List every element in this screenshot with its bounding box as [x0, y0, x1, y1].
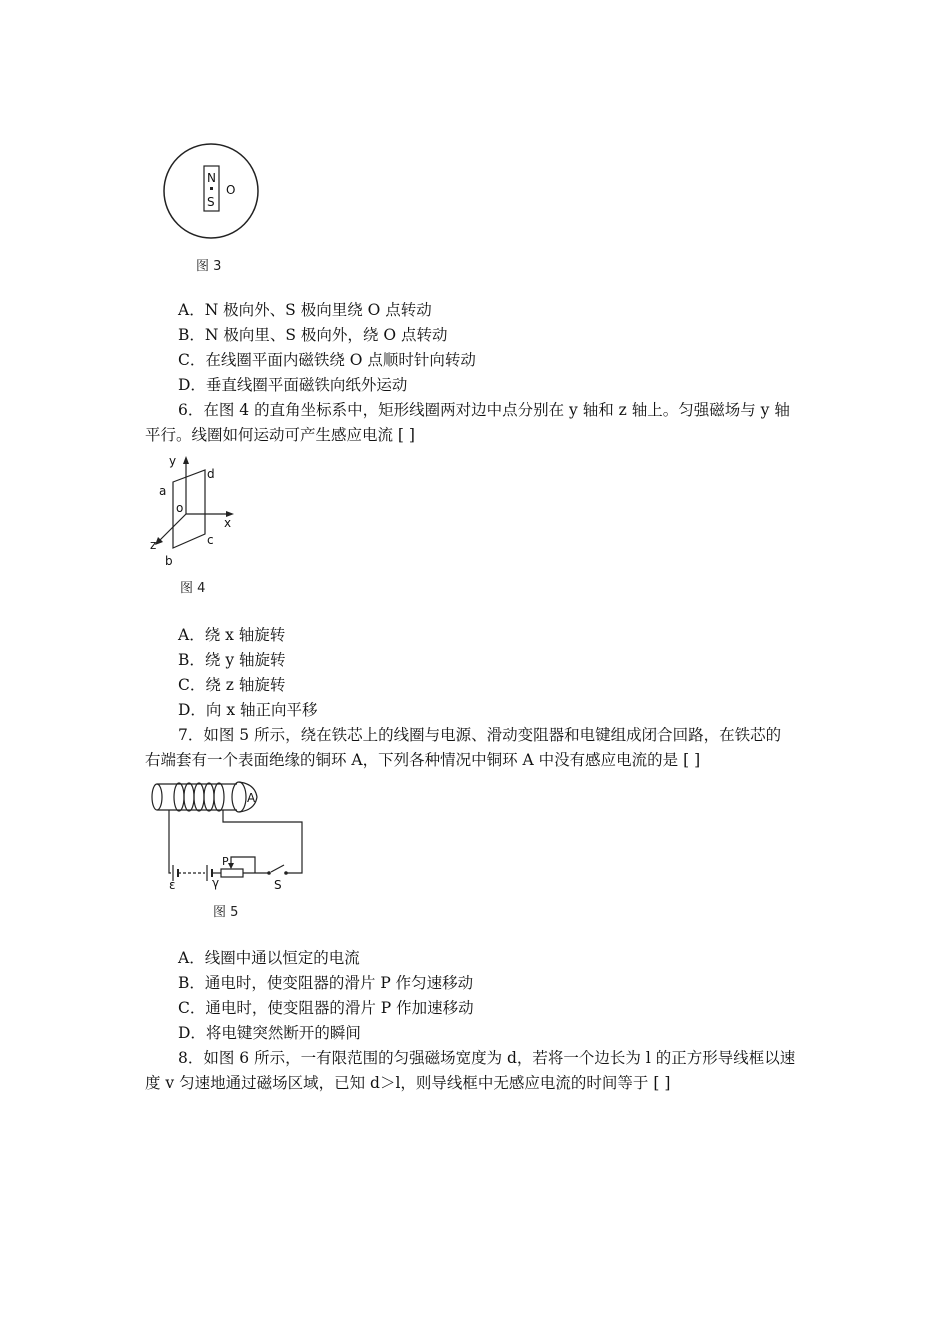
ring-a-label: A — [247, 791, 256, 805]
copper-ring — [232, 782, 246, 812]
point-o-label: O — [226, 183, 236, 197]
figure-5 — [145, 775, 315, 895]
q6-option-d: D．向 x 轴正向平移 — [178, 701, 318, 719]
y-axis-arrow — [183, 456, 189, 464]
corner-b-label: b — [165, 554, 173, 568]
axis-z-label: z — [150, 538, 157, 552]
axis-x-label: x — [224, 516, 232, 530]
q7-option-a: A．线圈中通以恒定的电流 — [178, 949, 360, 967]
axis-y-label: y — [169, 454, 177, 468]
figure-5-caption: 图 5 — [213, 905, 239, 920]
q7-option-c: C．通电时，使变阻器的滑片 P 作加速移动 — [178, 999, 474, 1017]
figure-3 — [160, 140, 270, 250]
q6-option-a: A．绕 x 轴旋转 — [178, 626, 286, 644]
switch-contact-right — [284, 871, 288, 875]
q5-option-c: C．在线圈平面内磁铁绕 O 点顺时针向转动 — [178, 351, 476, 369]
z-axis — [158, 514, 186, 542]
iron-core-left-end — [152, 784, 162, 810]
q6-option-c: C．绕 z 轴旋转 — [178, 676, 286, 694]
slider-arrow — [228, 863, 234, 869]
q6-text-line-1: 6．在图 4 的直角坐标系中，矩形线圈两对边中点分别在 y 轴和 z 轴上。匀强磁场与 y 轴 — [178, 401, 790, 419]
rheostat — [221, 869, 243, 877]
q5-option-a: A．N 极向外、S 极向里绕 O 点转动 — [178, 301, 432, 319]
figure-4-caption: 图 4 — [180, 581, 206, 596]
wire-left — [169, 810, 171, 873]
coil-circle — [164, 144, 258, 238]
figure-3-caption: 图 3 — [196, 259, 222, 274]
q6-option-b: B．绕 y 轴旋转 — [178, 651, 286, 669]
q7-option-d: D．将电键突然断开的瞬间 — [178, 1024, 361, 1042]
figure-4 — [145, 452, 245, 572]
pivot-dot — [210, 187, 213, 190]
magnet-s-label: S — [207, 195, 215, 209]
q8-text-line-1: 8．如图 6 所示，一有限范围的匀强磁场宽度为 d，若将一个边长为 l 的正方形导线框以速 — [178, 1049, 796, 1067]
resistance-label: γ — [212, 876, 220, 890]
slider-p-label: P — [222, 855, 229, 868]
corner-d-label: d — [207, 467, 215, 481]
q7-option-b: B．通电时，使变阻器的滑片 P 作匀速移动 — [178, 974, 474, 992]
q8-text-line-2: 度 v 匀速地通过磁场区域，已知 d＞l，则导线框中无感应电流的时间等于 [ ] — [145, 1074, 671, 1092]
q7-text-line-1: 7．如图 5 所示，绕在铁芯上的线圈与电源、滑动变阻器和电键组成闭合回路，在铁芯的 — [178, 726, 782, 744]
q5-option-d: D．垂直线圈平面磁铁向纸外运动 — [178, 376, 408, 394]
wire-right — [223, 810, 302, 873]
switch-s-label: S — [274, 878, 282, 892]
q6-text-line-2: 平行。线圈如何运动可产生感应电流 [ ] — [145, 426, 415, 444]
emf-label: ε — [169, 878, 176, 892]
switch-blade — [271, 865, 284, 872]
origin-o-label: o — [176, 501, 184, 515]
q7-text-line-2: 右端套有一个表面绝缘的铜环 A，下列各种情况中铜环 A 中没有感应电流的是 [ ] — [145, 751, 701, 769]
magnet-n-label: N — [207, 171, 216, 185]
q5-option-b: B．N 极向里、S 极向外，绕 O 点转动 — [178, 326, 448, 344]
corner-a-label: a — [159, 484, 167, 498]
coil-windings — [174, 783, 224, 811]
switch-contact-left — [267, 871, 271, 875]
corner-c-label: c — [207, 533, 214, 547]
